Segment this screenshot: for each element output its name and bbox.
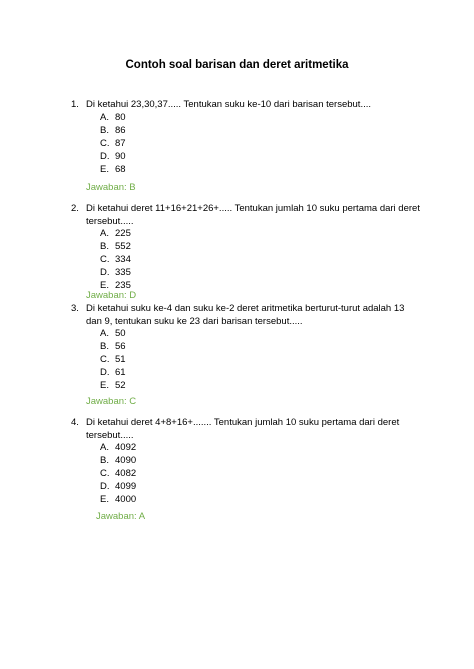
option-value: 50	[115, 328, 126, 339]
option-value: 235	[115, 280, 131, 291]
option-value: 335	[115, 267, 131, 278]
option-value: 87	[115, 138, 126, 149]
question-text: Di ketahui deret 11+16+21+26+..... Tentukan jumlah 10 suku pertama dari deret tersebut.....	[86, 203, 420, 227]
option-letter: A.	[100, 112, 109, 123]
answer-label: Jawaban: B	[86, 182, 136, 193]
option-value: 56	[115, 341, 126, 352]
question-text: Di ketahui 23,30,37..... Tentukan suku ke-10 dari barisan tersebut....	[86, 99, 371, 110]
option-letter: B.	[100, 341, 109, 352]
option-value: 51	[115, 354, 126, 365]
option-letter: E.	[100, 164, 109, 175]
question-number: 4.	[71, 417, 79, 428]
question-number: 2.	[71, 203, 79, 214]
answer-label: Jawaban: D	[86, 290, 137, 301]
answer-label: Jawaban: C	[86, 396, 137, 407]
option-letter: D.	[100, 367, 110, 378]
question-number: 1.	[71, 99, 79, 110]
option-value: 86	[115, 125, 126, 136]
option-value: 68	[115, 164, 126, 175]
question-text: Di ketahui suku ke-4 dan suku ke-2 deret aritmetika berturut-turut adalah 13 dan 9, tentukan suku ke 23 dari barisan tersebut.....	[86, 303, 405, 327]
answer-label: Jawaban: A	[96, 511, 146, 522]
option-value: 4000	[115, 494, 137, 505]
option-value: 225	[115, 228, 131, 239]
option-value: 52	[115, 380, 126, 391]
option-value: 4082	[115, 468, 137, 479]
option-value: 4092	[115, 442, 137, 453]
option-letter: D.	[100, 267, 110, 278]
option-letter: E.	[100, 494, 109, 505]
question-number: 3.	[71, 303, 79, 314]
document-title: Contoh soal barisan dan deret aritmetika	[125, 59, 349, 71]
option-letter: C.	[100, 138, 110, 149]
option-value: 90	[115, 151, 126, 162]
option-letter: E.	[100, 380, 109, 391]
option-letter: A.	[100, 328, 109, 339]
option-value: 61	[115, 367, 126, 378]
option-letter: C.	[100, 468, 110, 479]
option-letter: C.	[100, 254, 110, 265]
option-letter: D.	[100, 151, 110, 162]
option-value: 334	[115, 254, 131, 265]
option-letter: B.	[100, 241, 109, 252]
option-value: 552	[115, 241, 131, 252]
option-letter: A.	[100, 442, 109, 453]
option-letter: B.	[100, 455, 109, 466]
option-letter: D.	[100, 481, 110, 492]
option-letter: C.	[100, 354, 110, 365]
question-text: Di ketahui deret 4+8+16+....... Tentukan jumlah 10 suku pertama dari deret tersebut.....	[86, 417, 400, 441]
option-letter: E.	[100, 280, 109, 291]
option-value: 4090	[115, 455, 137, 466]
option-letter: B.	[100, 125, 109, 136]
option-value: 80	[115, 112, 126, 123]
option-letter: A.	[100, 228, 109, 239]
option-value: 4099	[115, 481, 137, 492]
